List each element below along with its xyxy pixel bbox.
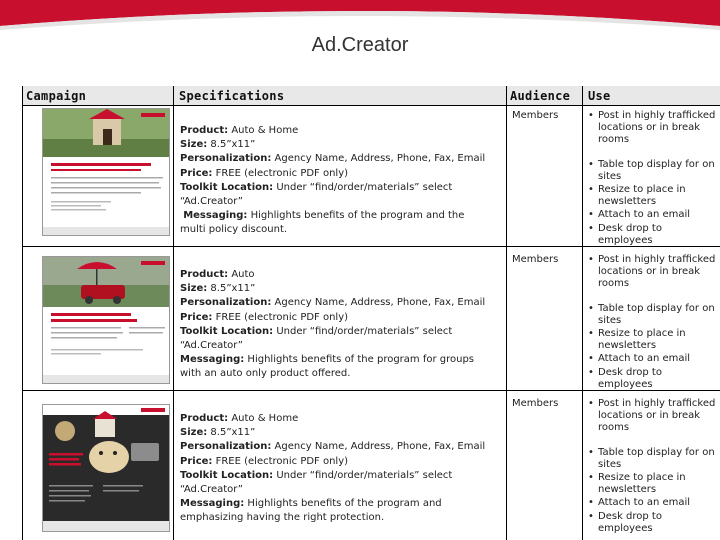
spec-label: Price: xyxy=(180,455,213,467)
spec-toolkit-cont: “Ad.Creator” xyxy=(180,484,243,496)
spec-price: FREE (electronic PDF only) xyxy=(215,455,349,467)
ad-thumbnail-dog-dark[interactable] xyxy=(42,404,170,532)
use-item: • Table top display for on sites xyxy=(588,303,718,327)
spec-label: Product: xyxy=(180,125,229,136)
use-item: • Post in highly trafficked locations or in break rooms xyxy=(588,254,718,291)
use-item: • Resize to place in newsletters xyxy=(588,472,718,496)
spec-label: Messaging: xyxy=(180,354,245,366)
spec-toolkit-cont: “Ad.Creator” xyxy=(180,196,243,208)
spec-block xyxy=(180,124,500,238)
use-item: • Resize to place in newsletters xyxy=(588,328,718,352)
campaign-table xyxy=(22,86,720,540)
spec-label: Personalization: xyxy=(180,297,272,309)
spec-messaging-cont: with an auto only product offered. xyxy=(180,368,351,380)
spec-messaging-cont: multi policy discount. xyxy=(180,224,288,236)
spec-label: Size: xyxy=(180,283,208,295)
use-item: • Attach to an email xyxy=(588,497,718,509)
table-header xyxy=(22,86,720,106)
table-divider xyxy=(506,86,507,540)
use-item: • Attach to an email xyxy=(588,209,718,221)
spec-label: Price: xyxy=(180,167,213,179)
spec-size: 8.5”x11” xyxy=(210,283,256,295)
use-item: • Table top display for on sites xyxy=(588,447,718,471)
spec-product: Auto xyxy=(231,269,255,280)
spec-label: Toolkit Location: xyxy=(180,181,274,193)
use-list xyxy=(588,254,718,392)
spec-label: Size: xyxy=(180,427,208,439)
audience-value: Members xyxy=(512,110,559,121)
spec-price: FREE (electronic PDF only) xyxy=(215,311,349,323)
use-item: • Desk drop to employees xyxy=(588,367,718,391)
header-audience: Audience xyxy=(510,89,571,103)
header-specifications: Specifications xyxy=(179,89,285,103)
spec-personalization: Agency Name, Address, Phone, Fax, Email xyxy=(274,153,486,165)
spec-messaging: Highlights benefits of the program and xyxy=(244,498,442,510)
spec-block xyxy=(180,268,500,382)
use-list xyxy=(588,110,718,248)
spec-label: Messaging: xyxy=(180,498,245,510)
spec-personalization: Agency Name, Address, Phone, Fax, Email xyxy=(274,441,486,453)
spec-personalization: Agency Name, Address, Phone, Fax, Email xyxy=(274,297,486,309)
spec-size: 8.5”x11” xyxy=(210,139,256,151)
table-divider xyxy=(582,86,583,540)
spec-messaging: Highlights benefits of the program for groups xyxy=(244,354,475,366)
use-item: • Resize to place in newsletters xyxy=(588,184,718,208)
spec-toolkit: Under “find/order/materials” select xyxy=(276,325,453,337)
table-divider xyxy=(22,86,23,540)
spec-toolkit: Under “find/order/materials” select xyxy=(276,181,453,193)
page-title: Ad.Creator xyxy=(311,34,409,56)
spec-label: Price: xyxy=(180,311,213,323)
spec-label: Toolkit Location: xyxy=(180,469,274,481)
spec-messaging: Highlights benefits of the program and the xyxy=(247,210,465,222)
doghouse-ad-image xyxy=(43,109,170,236)
ad-thumbnail-umbrella-car[interactable] xyxy=(42,256,170,384)
spec-label: Product: xyxy=(180,413,229,424)
spec-label: Product: xyxy=(180,269,229,280)
use-item: • Table top display for on sites xyxy=(588,159,718,183)
audience-value: Members xyxy=(512,254,559,265)
dog-dark-ad-image xyxy=(43,405,170,532)
use-item: • Post in highly trafficked locations or in break rooms xyxy=(588,398,718,435)
spec-block xyxy=(180,412,500,526)
header-campaign: Campaign xyxy=(26,89,87,103)
spec-label: Messaging: xyxy=(183,210,248,222)
umbrella-car-ad-image xyxy=(43,257,170,384)
spec-label: Personalization: xyxy=(180,153,272,165)
ad-thumbnail-doghouse[interactable] xyxy=(42,108,170,236)
spec-product: Auto & Home xyxy=(231,413,299,424)
spec-label: Toolkit Location: xyxy=(180,325,274,337)
spec-price: FREE (electronic PDF only) xyxy=(215,167,349,179)
audience-value: Members xyxy=(512,398,559,409)
use-item: • Attach to an email xyxy=(588,353,718,365)
spec-label: Size: xyxy=(180,139,208,151)
spec-size: 8.5”x11” xyxy=(210,427,256,439)
use-item: • Desk drop to employees xyxy=(588,511,718,535)
spec-label: Personalization: xyxy=(180,441,272,453)
header-use: Use xyxy=(588,89,611,103)
use-list xyxy=(588,398,718,536)
use-item: • Post in highly trafficked locations or in break rooms xyxy=(588,110,718,147)
spec-messaging-cont: emphasizing having the right protection. xyxy=(180,512,385,524)
use-item: • Desk drop to employees xyxy=(588,223,718,247)
spec-toolkit: Under “find/order/materials” select xyxy=(276,469,453,481)
table-divider xyxy=(173,86,174,540)
spec-product: Auto & Home xyxy=(231,125,299,136)
spec-toolkit-cont: “Ad.Creator” xyxy=(180,340,243,352)
